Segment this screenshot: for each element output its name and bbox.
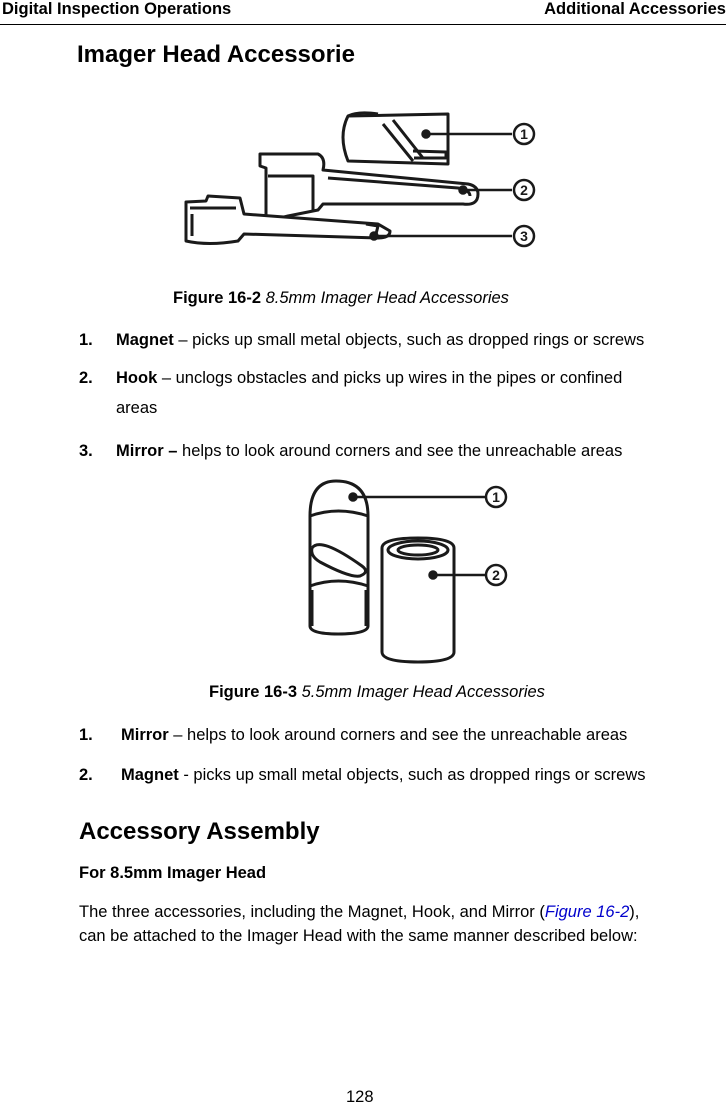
- figure-16-2-illustration: [178, 106, 540, 252]
- page-number: 128: [346, 1088, 374, 1106]
- header-chapter-title: Digital Inspection Operations: [2, 0, 232, 18]
- header-section-title: Additional Accessories: [544, 0, 726, 18]
- callout-2: 2: [492, 567, 500, 583]
- section-title: Imager Head Accessorie: [77, 41, 355, 68]
- figure-16-2-link[interactable]: Figure 16-2: [544, 903, 630, 921]
- caption-text: 8.5mm Imager Head Accessories: [265, 289, 509, 307]
- callout-1: 1: [492, 489, 500, 505]
- figure-16-2-caption: [173, 289, 509, 308]
- caption-label: Figure 16-2: [173, 289, 262, 307]
- page-header: [0, 0, 726, 25]
- figure-16-3-illustration: [300, 476, 520, 666]
- callout-3: 3: [520, 228, 528, 244]
- para-line-2: can be attached to the Imager Head with the same manner described below:: [79, 927, 638, 945]
- figure-16-3-caption: [209, 683, 545, 702]
- caption-text: 5.5mm Imager Head Accessories: [301, 683, 545, 701]
- assembly-subtitle: For 8.5mm Imager Head: [79, 864, 267, 882]
- assembly-title: Accessory Assembly: [79, 818, 320, 845]
- para-text-end: ),: [629, 903, 640, 921]
- callout-1: 1: [520, 126, 528, 142]
- para-text-start: The three accessories, including the Magnet, Hook, and Mirror (: [79, 903, 545, 921]
- callout-2: 2: [520, 182, 528, 198]
- caption-label: Figure 16-3: [209, 683, 298, 701]
